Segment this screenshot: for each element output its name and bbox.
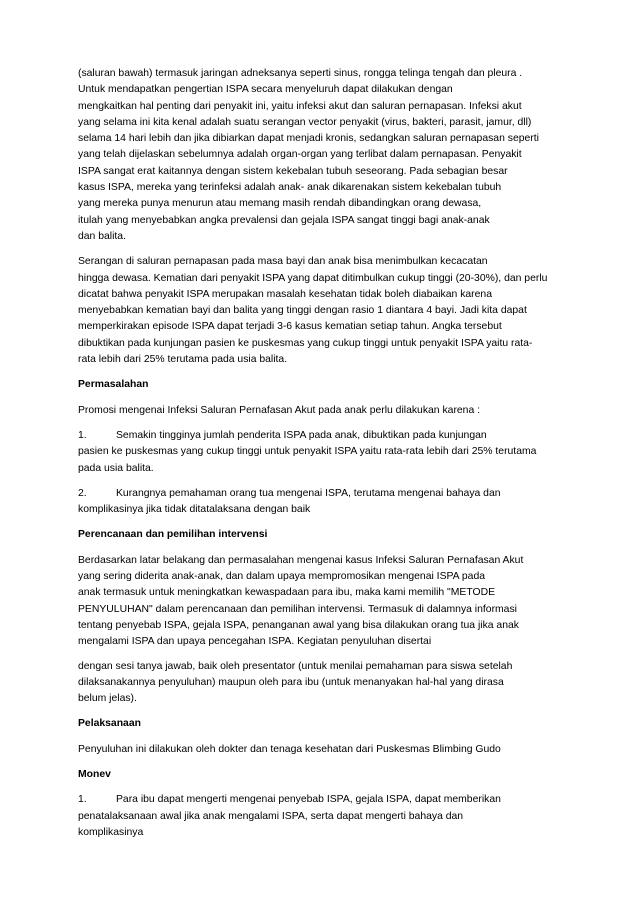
list-item-1	[78, 428, 562, 477]
heading-monev	[78, 767, 562, 783]
text-line: yang sering diderita anak-anak, dan dalam upaya mempromosikan mengenai ISPA pada	[78, 571, 486, 583]
text-line: pada usia balita.	[78, 462, 154, 474]
heading-pelaksanaan	[78, 716, 562, 732]
text-line: mengkaitkan hal penting dari penyakit ini, yaitu infeksi akut dan saluran pernapasan. Infeksi akut	[78, 100, 522, 112]
text-line: penatalaksanaan awal jika anak mengalami ISPA, serta dapat mengerti bahaya dan	[78, 810, 464, 822]
text-line: pasien ke puskesmas yang cukup tinggi untuk penyakit ISPA yaitu rata-rata lebih dari 25% terutama	[78, 446, 537, 458]
paragraph-pelaksanaan	[78, 742, 562, 758]
text-line: Serangan di saluran pernapasan pada masa bayi dan anak bisa menimbulkan kecacatan	[78, 256, 488, 268]
list-number: 1.	[78, 429, 87, 441]
text-line: Para ibu dapat mengerti mengenai penyebab ISPA, gejala ISPA, dapat memberikan	[116, 794, 501, 806]
text-line: Promosi mengenai Infeksi Saluran Pernafasan Akut pada anak perlu dilakukan karena :	[78, 404, 481, 416]
paragraph-ispa-mortality	[78, 254, 562, 368]
list-item-first-line	[78, 792, 562, 808]
text-line: ISPA sangat erat kaitannya dengan sistem kekebalan tubuh seseorang. Pada sebagian besar	[78, 165, 508, 177]
list-item-first-line	[78, 486, 562, 502]
text-line: hingga dewasa. Kematian dari penyakit ISPA yang dapat ditimbulkan cukup tinggi (20-30%), dan perlu	[78, 272, 548, 284]
list-item-first-line	[78, 428, 562, 444]
text-line: (saluran bawah) termasuk jaringan adneksanya seperti sinus, rongga telinga tengah dan pleura .	[78, 68, 523, 79]
text-line: Untuk mendapatkan pengertian ISPA secara menyeluruh dapat dilakukan dengan	[78, 84, 453, 96]
text-line: Berdasarkan latar belakang dan permasalahan mengenai kasus Infeksi Saluran Pernafasan Akut	[78, 554, 524, 566]
text-line: dibuktikan pada kunjungan pasien ke puskesmas yang cukup tinggi untuk penyakit ISPA yaitu rata-	[78, 337, 533, 349]
text-line: anak termasuk untuk meningkatkan kewaspadaan para ibu, maka kami memilih "METODE	[78, 587, 496, 599]
paragraph-ispa-definition	[78, 66, 562, 245]
paragraph-tanya-jawab	[78, 659, 562, 708]
text-line: yang selama ini kita kenal adalah suatu serangan vector penyakit (virus, bakteri, parasit, jamur, dll)	[78, 116, 532, 128]
heading-permasalahan	[78, 377, 562, 393]
text-line: belum jelas).	[78, 693, 137, 705]
heading-text: Pelaksanaan	[78, 718, 141, 730]
text-line: yang telah dijelaskan sebelumnya adalah organ-organ yang terlibat dalam pernapasan. Penyakit	[78, 149, 522, 161]
list-number: 1.	[78, 794, 87, 806]
paragraph-promosi	[78, 403, 562, 419]
text-line: memperkirakan episode ISPA dapat terjadi 3-6 kasus kematian setiap tahun. Angka tersebut	[78, 321, 502, 333]
text-line: mengalami ISPA dan upaya pencegahan ISPA. Kegiatan penyuluhan disertai	[78, 636, 432, 648]
paragraph-perencanaan	[78, 553, 562, 651]
text-line: rata lebih dari 25% terutama pada usia balita.	[78, 354, 288, 366]
text-line: dan balita.	[78, 230, 126, 242]
text-line: yang mereka punya menurun atau memang masih rendah dibandingkan orang dewasa,	[78, 198, 482, 210]
text-line: kasus ISPA, mereka yang terinfeksi adalah anak- anak dikarenakan sistem kekebalan tubuh	[78, 182, 502, 194]
heading-text: Permasalahan	[78, 379, 149, 391]
text-line: dengan sesi tanya jawab, baik oleh presentator (untuk menilai pemahaman para siswa setelah	[78, 660, 513, 672]
list-item-2	[78, 486, 562, 519]
list-item-monev-1	[78, 792, 562, 841]
text-line: komplikasinya jika tidak ditatalaksana dengan baik	[78, 504, 311, 516]
list-number: 2.	[78, 487, 87, 499]
text-line: Semakin tingginya jumlah penderita ISPA pada anak, dibuktikan pada kunjungan	[116, 429, 487, 441]
text-line: selama 14 hari lebih dan jika dibiarkan dapat menjadi kronis, sedangkan saluran pernapasan seperti	[78, 133, 539, 145]
text-line: PENYULUHAN" dalam perencanaan dan pemilihan intervensi. Termasuk di dalamnya informasi	[78, 603, 517, 615]
text-line: Kurangnya pemahaman orang tua mengenai ISPA, terutama mengenai bahaya dan	[116, 487, 501, 499]
text-line: komplikasinya	[78, 826, 144, 838]
text-line: tentang penyebab ISPA, gejala ISPA, penanganan awal yang bisa dilakukan orang tua jika anak	[78, 619, 519, 631]
text-line: Penyuluhan ini dilakukan oleh dokter dan tenaga kesehatan dari Puskesmas Blimbing Gudo	[78, 743, 501, 755]
heading-text: Monev	[78, 768, 111, 780]
text-line: menyebabkan kematian bayi dan balita yang tinggi dengan rasio 1 diantara 4 bayi. Jadi kita dapat	[78, 305, 527, 317]
document-page	[78, 66, 562, 841]
text-line: dicatat bahwa penyakit ISPA merupakan masalah kesehatan tidak boleh diabaikan karena	[78, 288, 492, 300]
text-line: dilaksanakannya penyuluhan) maupun oleh para ibu (untuk menanyakan hal-hal yang dirasa	[78, 676, 504, 688]
heading-perencanaan	[78, 527, 562, 543]
heading-text: Perencanaan dan pemilihan intervensi	[78, 529, 268, 541]
text-line: itulah yang menyebabkan angka prevalensi dan gejala ISPA sangat tinggi bagi anak-anak	[78, 214, 490, 226]
